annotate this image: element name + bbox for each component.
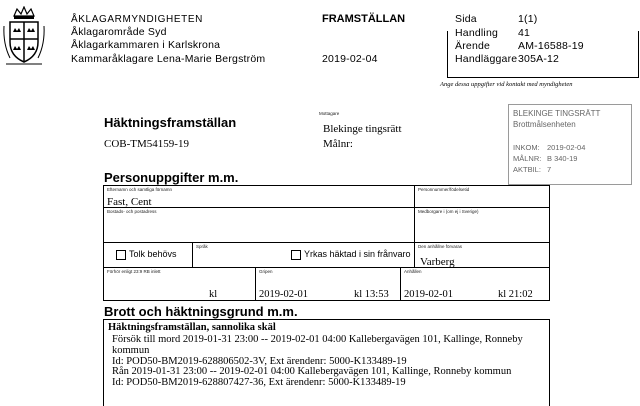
location-label: Den anhållne förvaras bbox=[418, 244, 463, 249]
personal-section-title: Personuppgifter m.m. bbox=[104, 170, 239, 185]
personnr-label: Personnummer/födelsetid bbox=[418, 187, 470, 192]
arrest-time: kl bbox=[209, 289, 218, 300]
agency-name: ÅKLAGARMYNDIGHETEN bbox=[71, 14, 203, 25]
location-value: Varberg bbox=[420, 256, 455, 268]
agency-area: Åklagarområde Syd bbox=[71, 26, 167, 38]
handlaggare-label: Handläggare bbox=[455, 53, 518, 65]
recipient-name: Blekinge tingsrätt bbox=[323, 123, 402, 135]
stamp-malnr-label: MÅLNR: bbox=[513, 154, 542, 163]
recipient-label: Mottagare bbox=[319, 111, 340, 116]
sida-value: 1(1) bbox=[518, 13, 538, 25]
stamp-malnr-value: B 340-19 bbox=[547, 154, 578, 163]
request-ref: COB-TM54159-19 bbox=[104, 138, 189, 150]
gripen-date: 2019-02-01 bbox=[259, 289, 308, 300]
arrest-label: Förhör enligt 23:9 RB inlett bbox=[107, 269, 161, 274]
interpreter-checkbox[interactable] bbox=[116, 250, 126, 260]
handlaggare-value: 305A-12 bbox=[518, 53, 560, 65]
handling-value: 41 bbox=[518, 27, 531, 39]
agency-logo bbox=[2, 6, 46, 72]
crime-line: Rån 2019-01-31 23:00 -- 2019-02-01 04:00 Kallebergavägen 101, Kallinge, Ronneby kommun bbox=[112, 366, 512, 378]
crime-lines bbox=[112, 335, 523, 389]
anhallen-date: 2019-02-01 bbox=[404, 289, 453, 300]
interpreter-label: Tolk behövs bbox=[129, 249, 177, 259]
doc-type: FRAMSTÄLLAN bbox=[322, 13, 406, 25]
address-label: Bostads- och postadress bbox=[107, 209, 157, 214]
request-title: Häktningsframställan bbox=[104, 115, 237, 130]
crime-line: Försök till mord 2019-01-31 23:00 -- 2019-02-01 04:00 Kallebergavägen 101, Kallinge, Ronneby bbox=[112, 334, 523, 345]
stamp-court: BLEKINGE TINGSRÄTT bbox=[513, 109, 601, 118]
crime-line: Id: POD50-BM2019-628806502-3V, Ext ärendenr: 5000-K133489-19 bbox=[112, 355, 407, 367]
absence-checkbox[interactable] bbox=[291, 250, 301, 260]
name-label: Efternamn och samtliga förnamn bbox=[107, 187, 173, 192]
arende-label: Ärende bbox=[455, 40, 491, 52]
stamp-unit: Brottmålsenheten bbox=[513, 120, 576, 129]
stamp-aktbil-value: 7 bbox=[547, 165, 552, 174]
crime-line: kommun bbox=[112, 344, 150, 356]
malnr-label: Målnr: bbox=[323, 138, 353, 150]
anhallen-time: kl 21:02 bbox=[498, 289, 533, 300]
crime-box-title: Häktningsframställan, sannolika skäl bbox=[108, 322, 276, 333]
handling-label: Handling bbox=[455, 27, 499, 39]
contact-note: Ange dessa uppgifter vid kontakt med myndigheten bbox=[440, 81, 573, 88]
court-stamp bbox=[508, 104, 632, 185]
sida-label: Sida bbox=[455, 13, 477, 25]
absence-label: Yrkas häktad i sin frånvaro bbox=[304, 249, 411, 259]
stamp-aktbil-label: AKTBIL: bbox=[513, 165, 541, 174]
gripen-time: kl 13:53 bbox=[354, 289, 389, 300]
stamp-inkom-value: 2019-02-04 bbox=[547, 143, 586, 152]
gripen-label: Gripen bbox=[259, 269, 273, 274]
crime-section-title: Brott och häktningsgrund m.m. bbox=[104, 304, 298, 319]
language-label: Språk bbox=[196, 244, 208, 249]
agency-prosecutor: Kammaråklagare Lena-Marie Bergström bbox=[71, 53, 266, 65]
arende-value: AM-16588-19 bbox=[518, 40, 584, 52]
agency-chamber: Åklagarkammaren i Karlskrona bbox=[71, 39, 221, 51]
doc-date: 2019-02-04 bbox=[322, 53, 378, 65]
name-value: Fast, Cent bbox=[107, 196, 152, 208]
anhallen-label: Anhållen bbox=[404, 269, 422, 274]
citizenship-label: Medborgare i (om ej i Sverige) bbox=[418, 209, 479, 214]
stamp-inkom-label: INKOM: bbox=[513, 143, 540, 152]
crime-line: Id: POD50-BM2019-628807427-36, Ext ärendenr: 5000-K133489-19 bbox=[112, 377, 406, 389]
